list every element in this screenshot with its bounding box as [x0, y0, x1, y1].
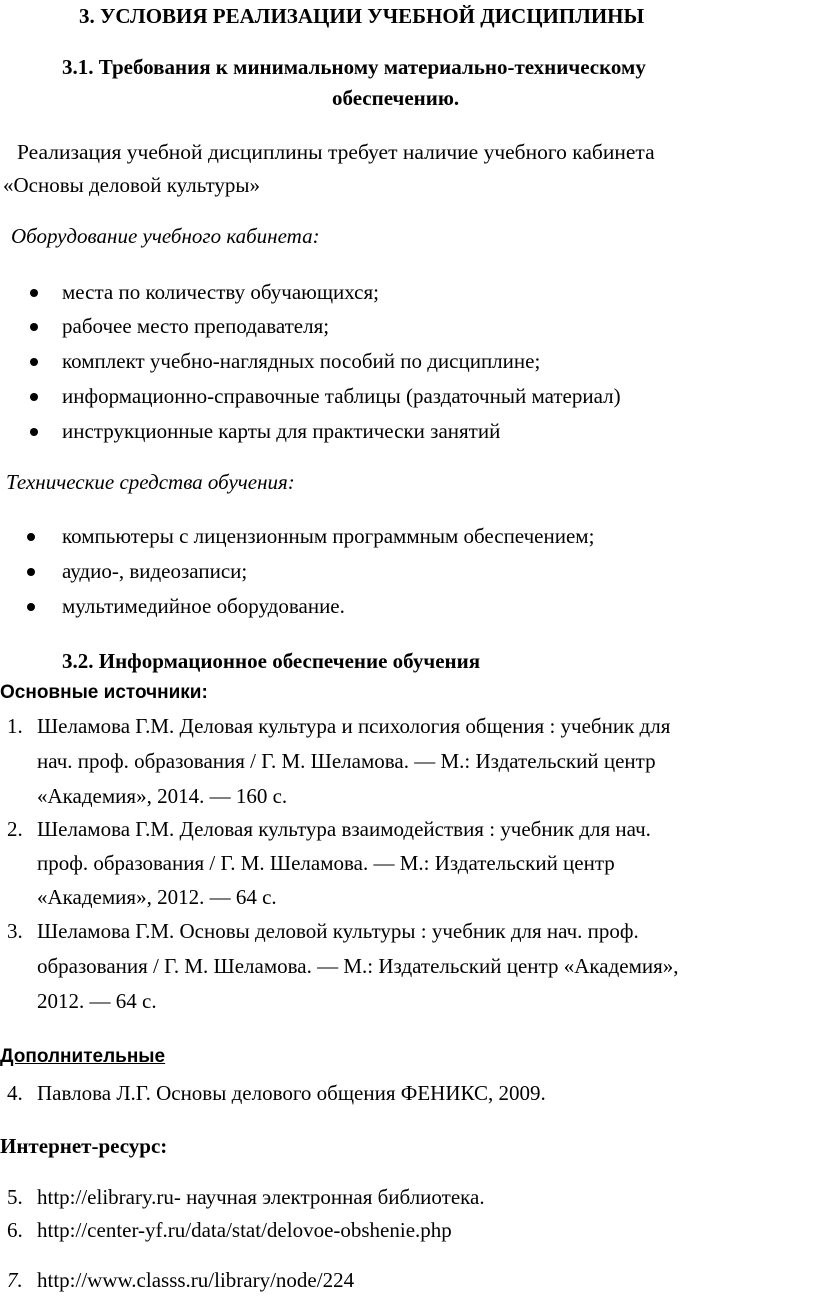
list-number: 3. [7, 919, 23, 943]
paragraph-line2: «Основы деловой культуры» [3, 173, 260, 197]
bullet-icon [27, 603, 35, 611]
list-number: 5. [7, 1185, 23, 1209]
link-classs[interactable]: http://www.classs.ru/library/node/224 [37, 1268, 355, 1292]
list-number: 1. [7, 714, 23, 738]
bullet-icon [27, 568, 35, 576]
link-elibrary[interactable]: http://elibrary.ru- научная электронная библиотека. [37, 1185, 485, 1209]
bullet-icon [30, 393, 38, 401]
list-number: 4. [7, 1081, 23, 1105]
bullet-icon [30, 289, 38, 297]
tech-heading: Технические средства обучения: [6, 470, 295, 494]
list-number: 2. [7, 817, 23, 841]
subsection-1-title-line1: 3.1. Требования к минимальному материально-техническому [62, 55, 646, 79]
equipment-heading: Оборудование учебного кабинета: [11, 224, 320, 248]
bullet-icon [27, 533, 35, 541]
bullet-icon [30, 358, 38, 366]
additional-heading: Дополнительные [0, 1046, 166, 1067]
paragraph-line1: Реализация учебной дисциплины требует наличие учебного кабинета [17, 140, 655, 164]
list-number: 6. [7, 1218, 23, 1242]
section-title: 3. УСЛОВИЯ РЕАЛИЗАЦИИ УЧЕБНОЙ ДИСЦИПЛИНЫ [79, 4, 645, 28]
subsection-2-title: 3.2. Информационное обеспечение обучения [62, 649, 481, 673]
bullet-icon [30, 323, 38, 331]
subsection-1-title-line2: обеспечению. [332, 86, 460, 110]
internet-heading: Интернет-ресурс: [0, 1134, 168, 1158]
bullet-icon [30, 428, 38, 436]
link-center-yf[interactable]: http://center-yf.ru/data/stat/delovoe-obshenie.php [37, 1218, 452, 1242]
main-sources-heading: Основные источники: [0, 682, 208, 703]
list-number: 7. [7, 1268, 23, 1292]
